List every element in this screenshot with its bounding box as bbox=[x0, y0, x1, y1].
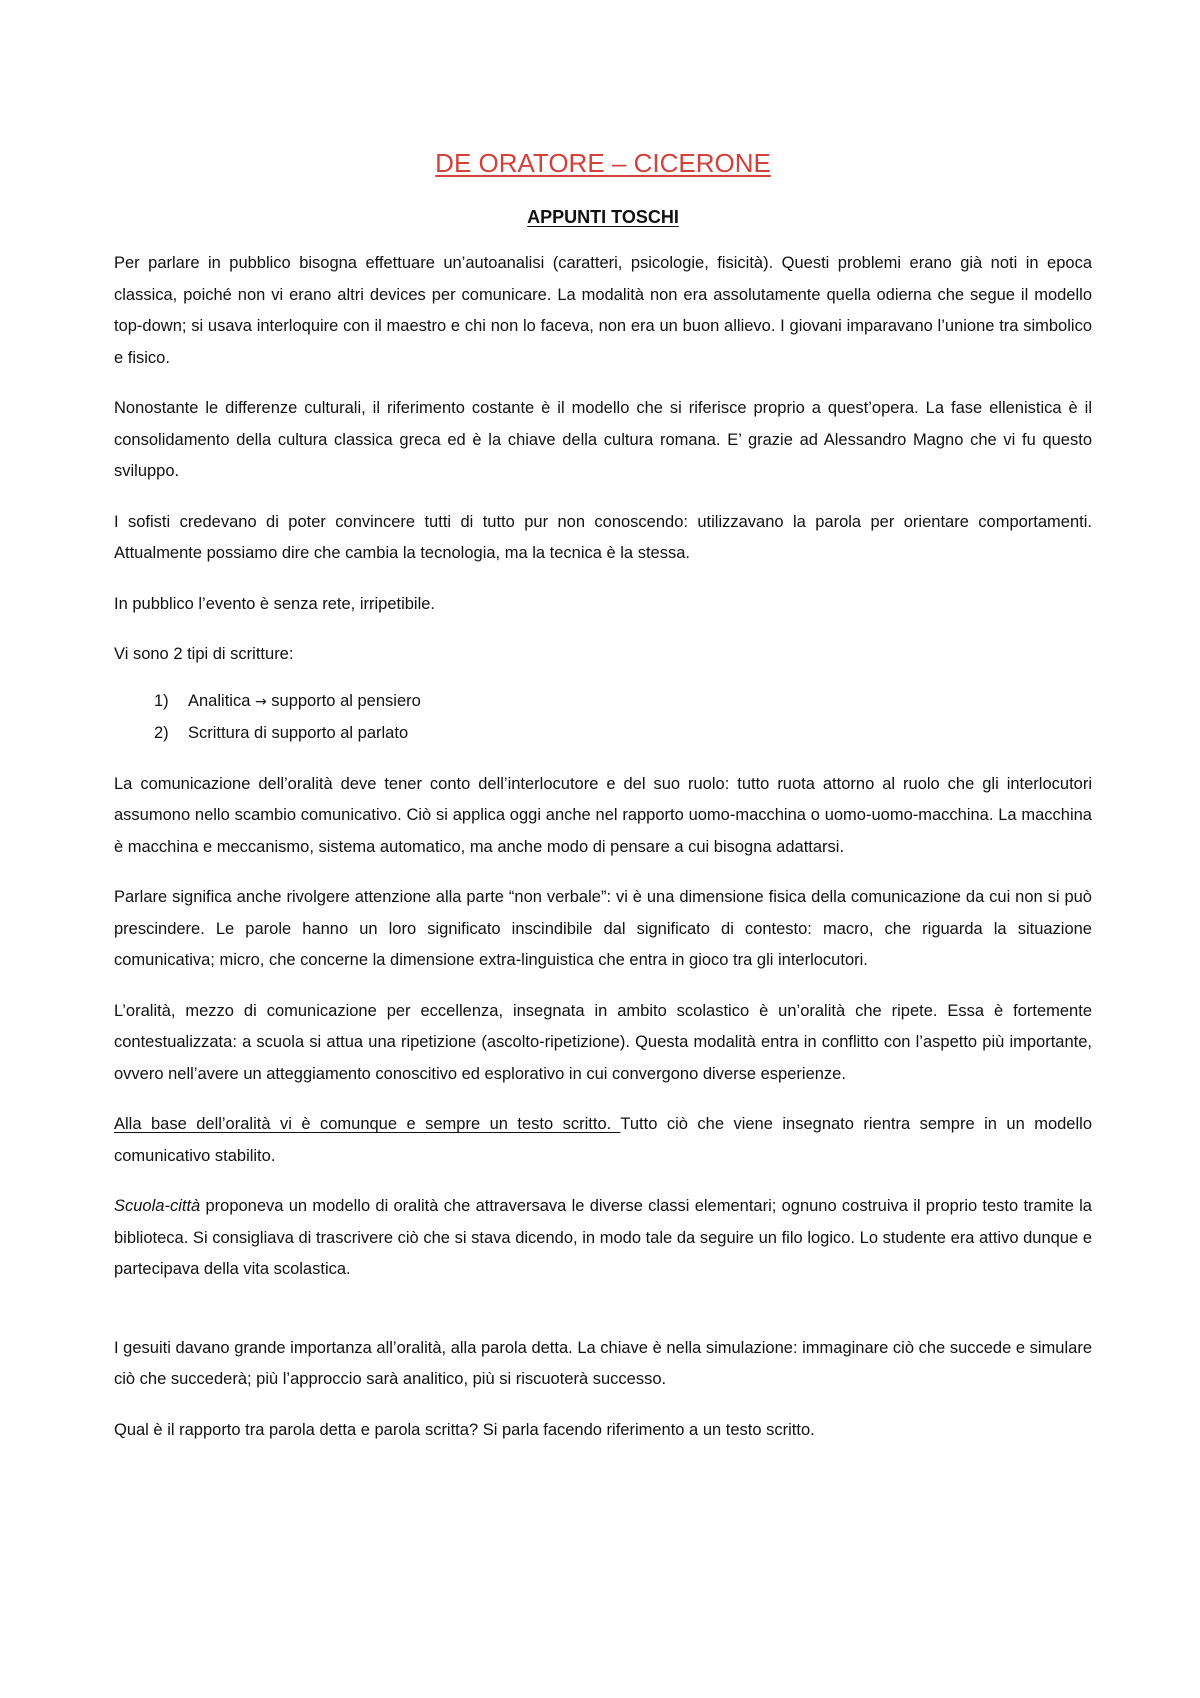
document-subtitle: APPUNTI TOSCHI bbox=[527, 207, 679, 227]
paragraph-4: In pubblico l’evento è senza rete, irripetibile. bbox=[114, 594, 436, 613]
paragraph-3: I sofisti credevano di poter convincere tutti di tutto pur non conoscendo: utilizzavano la parola per orientare comportamenti. Attualmente possiamo dire che cambia la tecnologia, ma la tecnica è la stessa. bbox=[114, 512, 1092, 562]
list-text: supporto al pensiero bbox=[266, 691, 421, 710]
paragraph-10 bbox=[114, 1191, 1092, 1286]
paragraph-6: La comunicazione dell’oralità deve tener conto dell’interlocutore e del suo ruolo: tutto ruota attorno al ruolo che gli interlocutori assumono nello scambio comunicativo. Ciò si applica oggi anche nel rapporto uomo-macchina o uomo-uomo-macchina. La macchina è macchina e meccanismo, sistema automatico, ma anche modo di pensare a cui bisogna adattarsi. bbox=[114, 774, 1092, 856]
list-text: Scrittura di supporto al parlato bbox=[188, 724, 409, 742]
writing-types-list bbox=[114, 686, 1092, 750]
document-title: DE ORATORE – CICERONE bbox=[435, 148, 771, 178]
paragraph-5: Vi sono 2 tipi di scritture: bbox=[114, 645, 294, 663]
list-number: 1) bbox=[154, 691, 169, 710]
list-text: Analitica bbox=[188, 691, 255, 710]
list-item bbox=[154, 718, 1092, 750]
spacer bbox=[114, 1305, 1092, 1333]
paragraph-11: I gesuiti davano grande importanza all’oralità, alla parola detta. La chiave è nella simulazione: immaginare ciò che succede e simulare ciò che succederà; più l’approccio sarà analitico, più si riscuoterà successo. bbox=[114, 1338, 1092, 1388]
paragraph-8: L’oralità, mezzo di comunicazione per eccellenza, insegnata in ambito scolastico è un’oralità che ripete. Essa è fortemente contestualizzata: a scuola si attua una ripetizione (ascolto-ripetizione). Questa modalità entra in conflitto con l’aspetto più importante, ovvero nell’avere un atteggiamento conoscitivo ed esplorativo in cui convergono diverse esperienze. bbox=[114, 1001, 1092, 1083]
paragraph-text: Tutto ciò che viene insegnato rientra sempre in un modello comunicativo stabilito. bbox=[114, 1115, 1092, 1165]
arrow-right-icon: → bbox=[254, 693, 267, 710]
paragraph-9 bbox=[114, 1109, 1092, 1172]
paragraph-1: Per parlare in pubblico bisogna effettuare un’autoanalisi (caratteri, psicologie, fisicità). Questi problemi erano già noti in epoca classica, poiché non vi erano altri devices per comunicare. La modalità non era assolutamente quella odierna che segue il modello top-down; si usava interloquire con il maestro e chi non lo faceva, non era un buon allievo. I giovani imparavano l’unione tra simbolico e fisico. bbox=[114, 254, 1092, 367]
list-item bbox=[154, 686, 1092, 719]
list-number: 2) bbox=[154, 724, 169, 742]
paragraph-12: Qual è il rapporto tra parola detta e parola scritta? Si parla facendo riferimento a un testo scritto. bbox=[114, 1420, 815, 1439]
paragraph-2: Nonostante le differenze culturali, il riferimento costante è il modello che si riferisce proprio a quest’opera. La fase ellenistica è il consolidamento della cultura classica greca ed è la chiave della cultura romana. E’ grazie ad Alessandro Magno che vi fu questo sviluppo. bbox=[114, 399, 1092, 480]
paragraph-text: proponeva un modello di oralità che attraversava le diverse classi elementari; ognuno costruiva il proprio testo tramite la biblioteca. Si consigliava di trascrivere ciò che si stava dicendo, in modo tale da seguire un filo logico. Lo studente era attivo dunque e partecipava della vita scolastica. bbox=[114, 1197, 1092, 1278]
underlined-sentence: Alla base dell’oralità vi è comunque e sempre un testo scritto. bbox=[114, 1115, 621, 1133]
paragraph-7: Parlare significa anche rivolgere attenzione alla parte “non verbale”: vi è una dimensione fisica della comunicazione da cui non si può prescindere. Le parole hanno un loro significato inscindibile dal significato di contesto: macro, che riguarda la situazione comunicativa; micro, che concerne la dimensione extra-linguistica che entra in gioco tra gli interlocutori. bbox=[114, 888, 1092, 969]
italic-term: Scuola-città bbox=[114, 1197, 201, 1215]
